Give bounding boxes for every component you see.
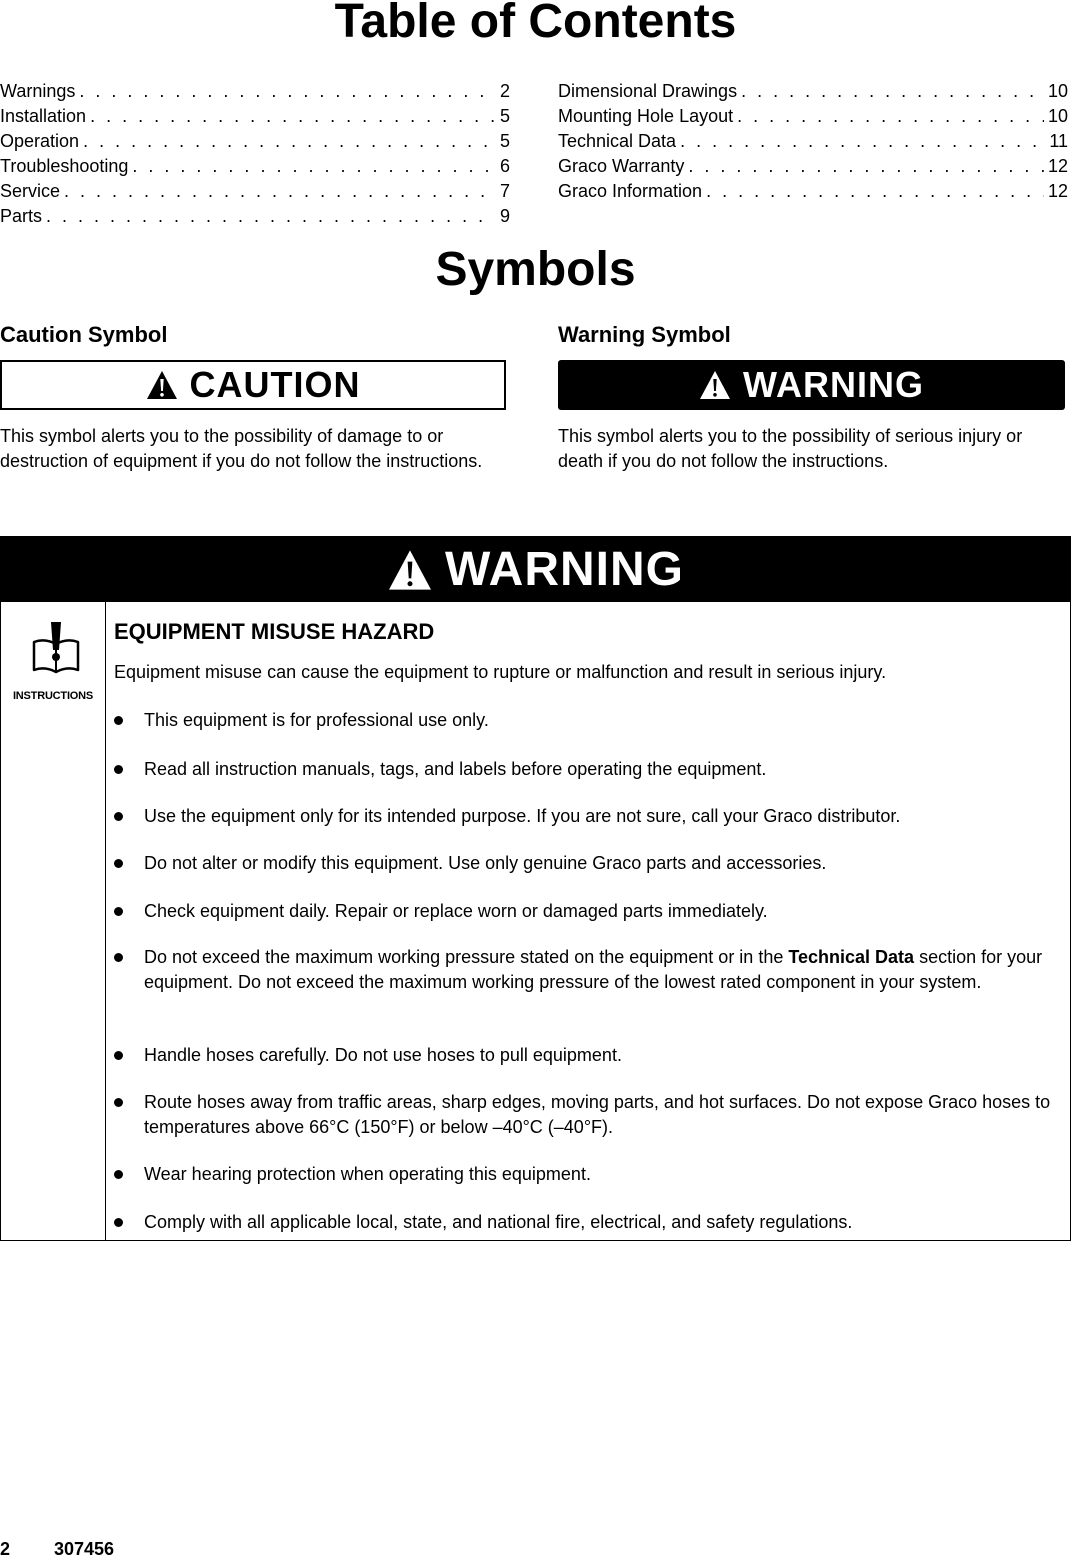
warning-header-triangle-icon (387, 549, 433, 591)
toc-item-label: Dimensional Drawings (558, 81, 738, 101)
toc-item-page: 2 (499, 81, 510, 101)
toc-item[interactable] (558, 104, 1068, 129)
toc-item-page: 5 (499, 131, 510, 151)
toc-leader-dots (132, 154, 494, 179)
toc-item-label: Warnings (0, 81, 76, 101)
hazard-bullet (114, 1210, 1059, 1235)
toc-item-page: 6 (499, 156, 510, 176)
hazard-bullet (114, 708, 1059, 733)
toc-item[interactable] (558, 129, 1068, 154)
bullet-dot-icon (114, 859, 123, 868)
toc-item[interactable] (0, 204, 510, 229)
warning-description: This symbol alerts you to the possibility of serious injury or death if you do not follow the instructions. (558, 426, 1023, 471)
warning-section (0, 536, 1071, 1241)
hazard-bullet (114, 1043, 1059, 1068)
toc-item-label: Graco Information (558, 181, 703, 201)
hazard-bullet-text: Wear hearing protection when operating this equipment. (144, 1164, 591, 1184)
symbols-title: Symbols (435, 243, 636, 296)
bullet-dot-icon (114, 953, 123, 962)
bullet-dot-icon (114, 812, 123, 821)
hazard-bullet-text-after: section for your equipment. Do not exceed the maximum working pressure of the lowest rated component in your system. (144, 947, 1043, 992)
toc-item-page: 5 (499, 106, 510, 126)
toc-leader-dots (90, 104, 494, 129)
caution-description: This symbol alerts you to the possibility of damage to or destruction of equipment if you do not follow the instructions. (0, 426, 483, 471)
instructions-label: INSTRUCTIONS (12, 690, 94, 702)
warning-label: WARNING (743, 364, 924, 405)
toc-leader-dots (688, 154, 1044, 179)
warning-symbol-heading: Warning Symbol (558, 322, 731, 347)
toc-item[interactable] (0, 79, 510, 104)
bullet-dot-icon (114, 716, 123, 725)
hazard-title: EQUIPMENT MISUSE HAZARD (114, 619, 435, 644)
hazard-bullet-text: Route hoses away from traffic areas, sharp edges, moving parts, and hot surfaces. Do not expose Graco hoses to temperatures above 66°C (150°F) or below –40°C (–40°F). (144, 1092, 1051, 1137)
toc-leader-dots (83, 129, 494, 154)
technical-data-reference: Technical Data (788, 947, 915, 967)
hazard-bullet-text: This equipment is for professional use only. (144, 710, 489, 730)
toc-leader-dots (680, 129, 1045, 154)
toc-item-label: Mounting Hole Layout (558, 106, 734, 126)
toc-item-page: 10 (1047, 106, 1068, 126)
toc-item-label: Parts (0, 206, 43, 226)
toc-item-label: Operation (0, 131, 80, 151)
warning-header-label: WARNING (445, 543, 684, 596)
warning-triangle-icon (699, 370, 731, 400)
hazard-bullet-text-before: Do not exceed the maximum working pressure stated on the equipment or in the (144, 947, 789, 967)
hazard-intro: Equipment misuse can cause the equipment to rupture or malfunction and result in serious injury. (114, 662, 887, 682)
bullet-dot-icon (114, 907, 123, 916)
toc-leader-dots (64, 179, 494, 204)
toc-item-page: 10 (1047, 81, 1068, 101)
hazard-bullet-text: Comply with all applicable local, state, and national fire, electrical, and safety regulations. (144, 1212, 853, 1232)
toc-item-label: Technical Data (558, 131, 677, 151)
caution-label: CAUTION (189, 364, 361, 405)
hazard-bullet-text: Check equipment daily. Repair or replace worn or damaged parts immediately. (144, 901, 768, 921)
toc-item[interactable] (0, 129, 510, 154)
hazard-bullet-text (144, 945, 1059, 995)
toc-item-page: 7 (499, 181, 510, 201)
hazard-bullet (114, 945, 1059, 995)
hazard-bullet-text: Do not alter or modify this equipment. Use only genuine Graco parts and accessories. (144, 853, 827, 873)
toc-item[interactable] (558, 154, 1068, 179)
hazard-icon-column (1, 602, 106, 1240)
toc-item-page: 12 (1047, 156, 1068, 176)
hazard-bullet-text: Handle hoses carefully. Do not use hoses to pull equipment. (144, 1045, 622, 1065)
hazard-bullet (114, 1090, 1059, 1140)
bullet-dot-icon (114, 1170, 123, 1179)
bullet-dot-icon (114, 1051, 123, 1060)
toc-item-page: 12 (1047, 181, 1068, 201)
page-footer (0, 1539, 114, 1559)
toc-leader-dots (737, 104, 1044, 129)
toc-right-column (558, 79, 1068, 204)
hazard-bullet-text: Read all instruction manuals, tags, and labels before operating the equipment. (144, 759, 767, 779)
caution-symbol-box (0, 360, 506, 410)
document-number: 307456 (54, 1539, 115, 1559)
caution-symbol-heading: Caution Symbol (0, 322, 168, 347)
hazard-bullet (114, 757, 1059, 782)
toc-item[interactable] (0, 179, 510, 204)
bullet-dot-icon (114, 1098, 123, 1107)
toc-item[interactable] (0, 104, 510, 129)
toc-leader-dots (46, 204, 494, 229)
toc-item-page: 9 (499, 206, 510, 226)
hazard-bullet (114, 804, 1059, 829)
toc-left-column (0, 79, 510, 229)
hazard-bullet (114, 851, 1059, 876)
toc-leader-dots (706, 179, 1044, 204)
toc-item[interactable] (0, 154, 510, 179)
warning-header (1, 537, 1070, 602)
hazard-bullet (114, 899, 1059, 924)
toc-item[interactable] (558, 79, 1068, 104)
toc-leader-dots (741, 79, 1044, 104)
instruction-manual-icon (31, 620, 81, 682)
toc-title: Table of Contents (334, 0, 737, 48)
toc-leader-dots (79, 79, 494, 104)
toc-item-label: Graco Warranty (558, 156, 685, 176)
hazard-bullet (114, 1162, 1059, 1187)
toc-item-label: Service (0, 181, 61, 201)
bullet-dot-icon (114, 1218, 123, 1227)
bullet-dot-icon (114, 765, 123, 774)
caution-triangle-icon (146, 370, 178, 400)
toc-item-label: Troubleshooting (0, 156, 129, 176)
toc-item[interactable] (558, 179, 1068, 204)
hazard-bullet-text: Use the equipment only for its intended purpose. If you are not sure, call your Graco distributor. (144, 806, 901, 826)
warning-symbol-box (558, 360, 1065, 410)
toc-item-label: Installation (0, 106, 87, 126)
page-number: 2 (0, 1539, 11, 1559)
toc-item-page: 11 (1049, 131, 1068, 151)
